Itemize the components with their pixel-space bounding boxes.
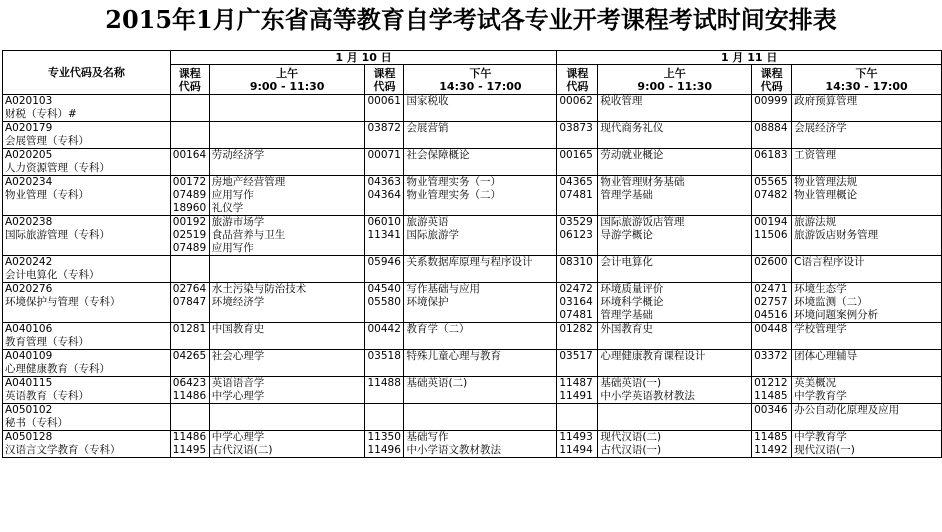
course-code: 11350 — [367, 431, 401, 443]
course-code-cell — [170, 404, 209, 431]
course-code-cell — [557, 283, 598, 323]
course-code-cell — [752, 95, 792, 122]
course-name: 环境监测（二） — [794, 296, 868, 308]
day2-header: 1 月 11 日 — [557, 51, 942, 65]
course-code-cell — [170, 377, 209, 404]
course-name: 水土污染与防治技术 — [211, 283, 307, 295]
major-cell — [3, 350, 171, 377]
course-code: 07489 — [172, 189, 207, 201]
table-row — [3, 149, 942, 176]
course-name: 会计电算化 — [600, 256, 653, 268]
course-name: 税收管理 — [600, 95, 643, 107]
course-code: 02757 — [754, 296, 788, 308]
course-code-cell — [365, 377, 404, 404]
course-name-cell — [209, 149, 365, 176]
course-code: 08884 — [754, 122, 788, 134]
course-code-cell — [557, 350, 598, 377]
course-name: 环境保护 — [406, 296, 449, 308]
course-code: 03873 — [559, 122, 593, 134]
course-name: 物业管理法规 — [794, 176, 858, 188]
course-name: 团体心理辅导 — [794, 350, 858, 362]
course-code: 00192 — [172, 216, 207, 228]
course-name: 管理学基础 — [600, 189, 653, 201]
course-code: 01212 — [754, 377, 788, 389]
course-code-cell — [365, 404, 404, 431]
course-name: 旅游法规 — [794, 216, 837, 228]
course-name: 中学教育学 — [794, 390, 847, 402]
course-code-cell — [365, 431, 404, 458]
course-name: 劳动就业概论 — [600, 149, 664, 161]
major-code: A020242 — [5, 256, 53, 268]
pm-header: 下午 14:30 - 17:00 — [404, 65, 557, 95]
course-name: 英美概况 — [794, 377, 837, 389]
major-code: A020238 — [5, 216, 53, 228]
course-name: 学校管理学 — [794, 323, 847, 335]
course-name-cell — [404, 216, 557, 256]
major-cell — [3, 95, 171, 122]
major-cell — [3, 216, 171, 256]
course-name-cell — [598, 404, 752, 431]
course-code: 11491 — [559, 390, 593, 402]
course-code: 00448 — [754, 323, 788, 335]
course-code: 07481 — [559, 309, 593, 321]
course-name-cell — [792, 176, 942, 216]
course-name-cell — [792, 323, 942, 350]
course-name-cell — [404, 256, 557, 283]
course-name-cell — [598, 176, 752, 216]
course-code: 00061 — [367, 95, 401, 107]
major-name: 教育管理（专科） — [5, 336, 89, 348]
course-name-cell — [792, 256, 942, 283]
course-name: 应用写作 — [211, 242, 254, 254]
course-name: 环境问题案例分析 — [794, 309, 879, 321]
course-name: 古代汉语(二) — [211, 444, 273, 456]
course-code-cell — [170, 323, 209, 350]
course-name-cell — [209, 256, 365, 283]
course-code-cell — [170, 176, 209, 216]
code-header: 课程 代码 — [557, 65, 598, 95]
course-code: 04363 — [367, 176, 401, 188]
course-name: 中学教育学 — [794, 431, 847, 443]
course-code: 07847 — [172, 296, 207, 308]
course-name: 环境经济学 — [211, 296, 265, 308]
major-name: 英语教育（专科） — [5, 390, 89, 402]
major-cell — [3, 323, 171, 350]
course-code: 11487 — [559, 377, 593, 389]
course-name-cell — [598, 149, 752, 176]
course-name-cell — [404, 149, 557, 176]
course-name-cell — [404, 404, 557, 431]
course-code-cell — [365, 216, 404, 256]
major-cell — [3, 149, 171, 176]
course-code-cell — [752, 149, 792, 176]
course-name: 外国教育史 — [600, 323, 653, 335]
course-code-cell — [557, 149, 598, 176]
table-row — [3, 216, 942, 256]
course-name-cell — [598, 256, 752, 283]
pm-header: 下午 14:30 - 17:00 — [792, 65, 942, 95]
course-code-cell — [170, 431, 209, 458]
course-code: 05946 — [367, 256, 401, 268]
course-code: 01281 — [172, 323, 207, 335]
course-name-cell — [792, 431, 942, 458]
course-name-cell — [209, 404, 365, 431]
course-code: 00164 — [172, 149, 207, 161]
course-code-cell — [752, 256, 792, 283]
course-code: 11485 — [754, 431, 788, 443]
major-name: 国际旅游管理（专科） — [5, 229, 110, 241]
course-name-cell — [598, 216, 752, 256]
course-name: 环境科学概论 — [600, 296, 664, 308]
course-code-cell — [365, 283, 404, 323]
course-code: 04265 — [172, 350, 207, 362]
course-code: 11494 — [559, 444, 593, 456]
table-row — [3, 95, 942, 122]
course-name: 旅游英语 — [406, 216, 449, 228]
course-name-cell — [792, 350, 942, 377]
course-code: 11492 — [754, 444, 788, 456]
major-code: A020276 — [5, 283, 53, 295]
course-name: 国际旅游饭店管理 — [600, 216, 685, 228]
course-code-cell — [557, 377, 598, 404]
course-name: 旅游饭店财务管理 — [794, 229, 879, 241]
table-row — [3, 404, 942, 431]
course-code-cell — [365, 149, 404, 176]
course-code-cell — [557, 404, 598, 431]
course-code: 02764 — [172, 283, 207, 295]
course-code: 07482 — [754, 189, 788, 201]
course-name-cell — [404, 122, 557, 149]
major-code: A020103 — [5, 95, 53, 107]
course-name: 管理学基础 — [600, 309, 653, 321]
course-code-cell — [365, 256, 404, 283]
course-name-cell — [598, 431, 752, 458]
table-row — [3, 176, 942, 216]
course-code: 02519 — [172, 229, 207, 241]
course-name-cell — [598, 283, 752, 323]
major-code: A050128 — [5, 431, 53, 443]
major-name: 汉语言文学教育（专科） — [5, 444, 121, 456]
course-code-cell — [170, 350, 209, 377]
day1-header: 1 月 10 日 — [170, 51, 557, 65]
course-code: 00442 — [367, 323, 401, 335]
course-code-cell — [557, 122, 598, 149]
course-name-cell — [209, 95, 365, 122]
table-row — [3, 350, 942, 377]
course-code: 11488 — [367, 377, 401, 389]
code-header: 课程 代码 — [752, 65, 792, 95]
course-code-cell — [752, 176, 792, 216]
course-code: 11486 — [172, 390, 207, 402]
schedule-body — [3, 95, 942, 458]
course-name-cell — [598, 323, 752, 350]
course-code-cell — [365, 176, 404, 216]
course-code-cell — [752, 350, 792, 377]
course-code-cell — [365, 323, 404, 350]
course-code: 04364 — [367, 189, 401, 201]
course-code: 00071 — [367, 149, 401, 161]
course-name: 礼仪学 — [211, 202, 244, 214]
course-name: 社会保障概论 — [406, 149, 470, 161]
course-code: 04540 — [367, 283, 401, 295]
course-name: 物业管理财务基础 — [600, 176, 685, 188]
course-name-cell — [792, 283, 942, 323]
course-code: 06010 — [367, 216, 401, 228]
am-header: 上午 9:00 - 11:30 — [598, 65, 752, 95]
course-name: 中学心理学 — [211, 390, 265, 402]
course-name: 工资管理 — [794, 149, 837, 161]
major-name: 会计电算化（专科） — [5, 269, 100, 281]
course-code: 00165 — [559, 149, 593, 161]
table-row — [3, 431, 942, 458]
course-name-cell — [404, 176, 557, 216]
course-code-cell — [170, 149, 209, 176]
course-name: 古代汉语(一) — [600, 444, 662, 456]
code-header: 课程 代码 — [365, 65, 404, 95]
course-name: 政府预算管理 — [794, 95, 858, 107]
course-code: 00062 — [559, 95, 593, 107]
course-code: 00346 — [754, 404, 788, 416]
course-name: 基础英语(一) — [600, 377, 662, 389]
course-code: 05565 — [754, 176, 788, 188]
major-code: A050102 — [5, 404, 53, 416]
course-name: 基础写作 — [406, 431, 449, 443]
course-name: 中学心理学 — [211, 431, 265, 443]
course-code-cell — [557, 216, 598, 256]
course-code-cell — [557, 176, 598, 216]
major-code: A040106 — [5, 323, 53, 335]
major-header: 专业代码及名称 — [3, 51, 171, 95]
major-cell — [3, 377, 171, 404]
course-name: 教育学（二） — [406, 323, 470, 335]
course-name-cell — [209, 122, 365, 149]
course-code: 03529 — [559, 216, 593, 228]
course-name-cell — [209, 350, 365, 377]
course-name: 中小学英语教材教法 — [600, 390, 695, 402]
major-name: 财税（专科）# — [5, 108, 77, 120]
course-name-cell — [792, 149, 942, 176]
course-code: 11341 — [367, 229, 401, 241]
course-code: 07489 — [172, 242, 207, 254]
course-code: 00194 — [754, 216, 788, 228]
table-row — [3, 377, 942, 404]
major-code: A040115 — [5, 377, 53, 389]
course-code: 11506 — [754, 229, 788, 241]
course-code: 03872 — [367, 122, 401, 134]
course-code: 08310 — [559, 256, 593, 268]
course-name: 食品营养与卫生 — [211, 229, 286, 241]
course-code: 01282 — [559, 323, 593, 335]
table-row — [3, 283, 942, 323]
course-code-cell — [170, 283, 209, 323]
course-code-cell — [365, 95, 404, 122]
course-name: 特殊儿童心理与教育 — [406, 350, 501, 362]
course-name: 关系数据库原理与程序设计 — [406, 256, 533, 268]
major-name: 会展管理（专科） — [5, 135, 89, 147]
table-row — [3, 256, 942, 283]
course-name-cell — [404, 95, 557, 122]
course-name: C语言程序设计 — [794, 256, 865, 268]
course-name: 现代商务礼仪 — [600, 122, 664, 134]
course-name: 国家税收 — [406, 95, 449, 107]
major-cell — [3, 176, 171, 216]
course-code: 02472 — [559, 283, 593, 295]
course-code-cell — [170, 122, 209, 149]
course-code: 11486 — [172, 431, 207, 443]
course-name-cell — [792, 216, 942, 256]
code-header: 课程 代码 — [170, 65, 209, 95]
course-name-cell — [209, 431, 365, 458]
course-code: 03517 — [559, 350, 593, 362]
course-name: 劳动经济学 — [211, 149, 265, 161]
major-code: A020179 — [5, 122, 53, 134]
course-name: 房地产经营管理 — [211, 176, 286, 188]
course-name-cell — [209, 176, 365, 216]
course-code: 00172 — [172, 176, 207, 188]
course-name-cell — [598, 95, 752, 122]
major-cell — [3, 256, 171, 283]
course-code-cell — [365, 350, 404, 377]
course-code: 02600 — [754, 256, 788, 268]
am-header: 上午 9:00 - 11:30 — [209, 65, 365, 95]
course-name-cell — [404, 283, 557, 323]
course-name: 基础英语(二) — [406, 377, 468, 389]
table-row — [3, 323, 942, 350]
course-code: 00999 — [754, 95, 788, 107]
course-code-cell — [557, 323, 598, 350]
course-name: 环境生态学 — [794, 283, 847, 295]
page-title: 2015年1月广东省高等教育自学考试各专业开考课程考试时间安排表 — [105, 5, 837, 34]
course-code-cell — [752, 122, 792, 149]
course-code-cell — [557, 95, 598, 122]
major-name: 心理健康教育（专科） — [5, 363, 110, 375]
course-name: 导游学概论 — [600, 229, 653, 241]
course-code: 03518 — [367, 350, 401, 362]
course-name: 物业管理实务（二） — [406, 189, 501, 201]
course-code: 06123 — [559, 229, 593, 241]
course-name: 会展营销 — [406, 122, 449, 134]
course-name: 环境质量评价 — [600, 283, 664, 295]
course-code: 02471 — [754, 283, 788, 295]
course-code: 11495 — [172, 444, 207, 456]
course-code-cell — [170, 95, 209, 122]
course-code: 11485 — [754, 390, 788, 402]
table-row — [3, 122, 942, 149]
course-name: 旅游市场学 — [211, 216, 265, 228]
course-name-cell — [792, 95, 942, 122]
course-code: 04516 — [754, 309, 788, 321]
course-name: 社会心理学 — [211, 350, 265, 362]
course-code-cell — [170, 256, 209, 283]
course-code: 18960 — [172, 202, 207, 214]
course-code-cell — [557, 256, 598, 283]
course-code: 06183 — [754, 149, 788, 161]
course-code-cell — [752, 216, 792, 256]
exam-schedule-table — [2, 50, 942, 458]
course-name: 办公自动化原理及应用 — [794, 404, 900, 416]
major-name: 秘书（专科） — [5, 417, 68, 429]
course-name: 英语语音学 — [211, 377, 265, 389]
course-name-cell — [792, 122, 942, 149]
course-name-cell — [598, 350, 752, 377]
course-name-cell — [209, 323, 365, 350]
course-name: 物业管理概论 — [794, 189, 858, 201]
course-code: 04365 — [559, 176, 593, 188]
course-name: 中小学语文教材教法 — [406, 444, 501, 456]
course-name: 现代汉语(二) — [600, 431, 662, 443]
major-code: A020234 — [5, 176, 53, 188]
course-name-cell — [209, 377, 365, 404]
major-name: 人力资源管理（专科） — [5, 162, 110, 174]
course-code: 03164 — [559, 296, 593, 308]
course-name: 中国教育史 — [211, 323, 265, 335]
course-name: 心理健康教育课程设计 — [600, 350, 706, 362]
course-name-cell — [404, 431, 557, 458]
course-name-cell — [404, 377, 557, 404]
course-name-cell — [598, 122, 752, 149]
course-code-cell — [752, 377, 792, 404]
course-code: 07481 — [559, 189, 593, 201]
course-name: 现代汉语(一) — [794, 444, 855, 456]
course-code: 06423 — [172, 377, 207, 389]
course-code-cell — [752, 283, 792, 323]
major-name: 环境保护与管理（专科） — [5, 296, 121, 308]
course-code-cell — [557, 431, 598, 458]
course-name: 会展经济学 — [794, 122, 847, 134]
course-code-cell — [752, 404, 792, 431]
major-name: 物业管理（专科） — [5, 189, 89, 201]
course-name: 写作基础与应用 — [406, 283, 480, 295]
major-cell — [3, 283, 171, 323]
course-name-cell — [209, 216, 365, 256]
course-name-cell — [792, 404, 942, 431]
course-code-cell — [170, 216, 209, 256]
course-code: 11493 — [559, 431, 593, 443]
course-name-cell — [404, 323, 557, 350]
course-code-cell — [752, 431, 792, 458]
course-name: 国际旅游学 — [406, 229, 459, 241]
major-code: A020205 — [5, 149, 53, 161]
course-code: 11496 — [367, 444, 401, 456]
course-name-cell — [792, 377, 942, 404]
major-cell — [3, 431, 171, 458]
course-name-cell — [598, 377, 752, 404]
course-name-cell — [404, 350, 557, 377]
major-cell — [3, 404, 171, 431]
major-cell — [3, 122, 171, 149]
major-code: A040109 — [5, 350, 53, 362]
course-code: 03372 — [754, 350, 788, 362]
course-code-cell — [752, 323, 792, 350]
course-name: 物业管理实务（一） — [406, 176, 501, 188]
course-code: 05580 — [367, 296, 401, 308]
course-name-cell — [209, 283, 365, 323]
course-code-cell — [365, 122, 404, 149]
course-name: 应用写作 — [211, 189, 254, 201]
